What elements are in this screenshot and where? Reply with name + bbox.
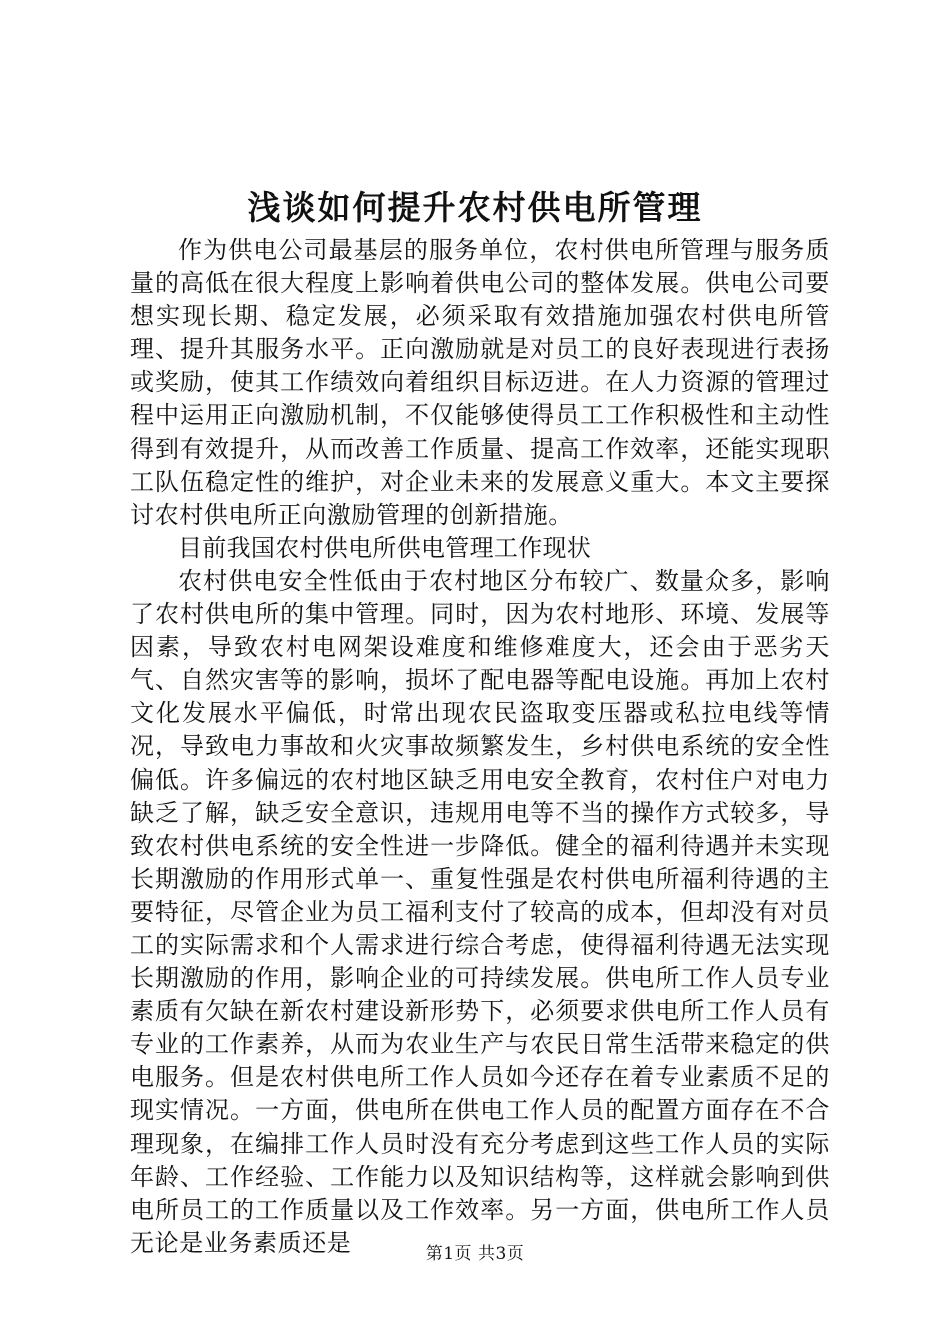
page-footer: 第1页 共3页 bbox=[425, 1244, 525, 1264]
body-paragraph: 农村供电安全性低由于农村地区分布较广、数量众多，影响了农村供电所的集中管理。同时，因为农村地形、环境、发展等因素，导致农村电网架设难度和维修难度大，还会由于恶劣天气、自然灾害等的影响，损坏了配电器等配电设施。再加上农村文化发展水平偏低，时常出现农民盗取变压器或私拉电线等情况，导致电力事故和火灾事故频繁发生，乡村供电系统的安全性偏低。许多偏远的农村地区缺乏用电安全教育，农村住户对电力缺乏了解，缺乏安全意识，违规用电等不当的操作方式较多，导致农村供电系统的安全性进一步降低。健全的福利待遇并未实现长期激励的作用形式单一、重复性强是农村供电所福利待遇的主要特征，尽管企业为员工福利支付了较高的成本，但却没有对员工的实际需求和个人需求进行综合考虑，使得福利待遇无法实现长期激励的作用，影响企业的可持续发展。供电所工作人员专业素质有欠缺在新农村建设新形势下，必须要求供电所工作人员有专业的工作素养，从而为农业生产与农民日常生活带来稳定的供电服务。但是农村供电所工作人员如今还存在着专业素质不足的现实情况。一方面，供电所在供电工作人员的配置方面存在不合理现象，在编排工作人员时没有充分考虑到这些工作人员的实际年龄、工作经验、工作能力以及知识结构等，这样就会影响到供电所员工的工作质量以及工作效率。另一方面，供电所工作人员无论是业务素质还是 bbox=[130, 566, 830, 1257]
intro-paragraph: 作为供电公司最基层的服务单位，农村供电所管理与服务质量的高低在很大程度上影响着供电公司的整体发展。供电公司要想实现长期、稳定发展，必须采取有效措施加强农村供电所管理、提升其服务水平。正向激励就是对员工的良好表现进行表扬或奖励，使其工作绩效向着组织目标迈进。在人力资源的管理过程中运用正向激励机制，不仅能够使得员工工作积极性和主动性得到有效提升，从而改善工作质量、提高工作效率，还能实现职工队伍稳定性的维护，对企业未来的发展意义重大。本文主要探讨农村供电所正向激励管理的创新措施。 bbox=[130, 236, 830, 529]
section-heading: 目前我国农村供电所供电管理工作现状 bbox=[178, 533, 592, 562]
document-title: 浅谈如何提升农村供电所管理 bbox=[247, 188, 703, 227]
document-body bbox=[130, 234, 830, 1260]
